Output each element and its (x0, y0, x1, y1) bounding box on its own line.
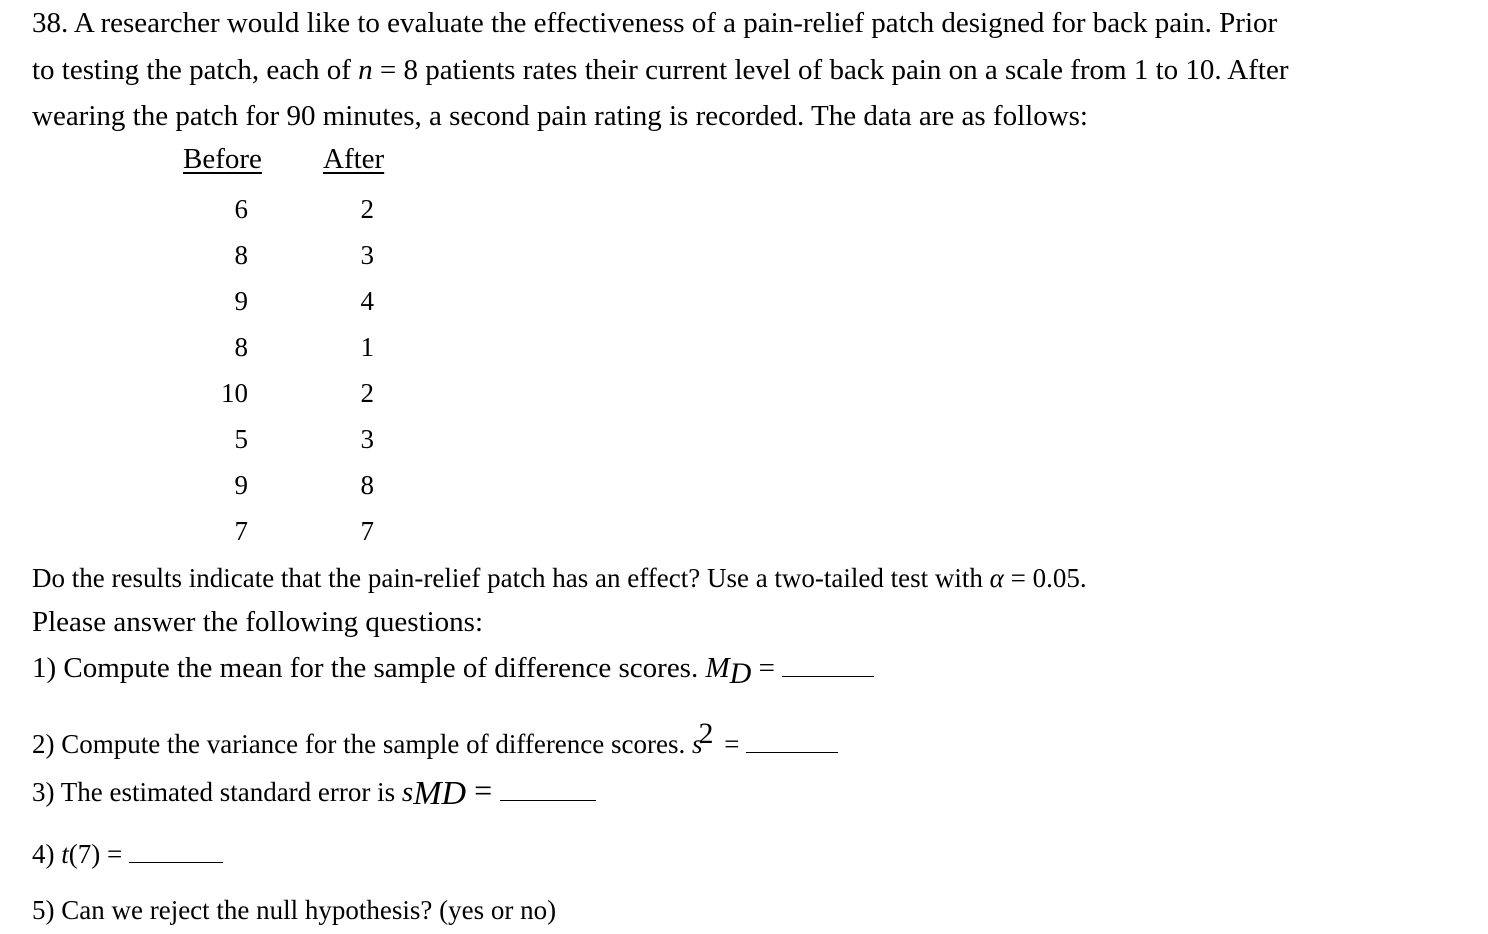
test-question-part-a: Do the results indicate that the pain-relief patch has an effect? Use a two-tailed test with (32, 563, 990, 593)
question-5: 5) Can we reject the null hypothesis? (yes or no) (32, 895, 557, 925)
alpha-symbol: α (989, 563, 1004, 593)
table-cell-after: 2 (360, 378, 374, 408)
answer-blank-1[interactable] (782, 675, 874, 677)
question-1-text: 1) Compute the mean for the sample of difference scores. (32, 652, 706, 684)
table-cell-before: 5 (234, 424, 248, 454)
variance-superscript: 2 (698, 717, 714, 750)
table-cell-before: 8 (234, 332, 248, 362)
problem-intro-line-3: wearing the patch for 90 minutes, a second pain rating is recorded. The data are as follows: (32, 100, 1088, 132)
table-cell-after: 1 (360, 332, 374, 362)
answer-prompt: Please answer the following questions: (32, 606, 484, 638)
question-4-df: (7) = (68, 839, 129, 869)
question-1-equals: = (751, 652, 783, 684)
problem-intro-line-2 (32, 52, 1288, 88)
t-statistic-symbol: t (61, 839, 69, 869)
answer-blank-3[interactable] (500, 799, 596, 801)
table-cell-after: 2 (360, 194, 374, 224)
question-2 (32, 717, 838, 762)
table-cell-before: 9 (234, 286, 248, 316)
mean-difference-symbol: M (705, 652, 730, 684)
table-cell-before: 10 (221, 378, 248, 408)
test-question (32, 560, 1087, 596)
sample-size-variable: n (358, 54, 373, 86)
column-header-after: After (323, 143, 385, 175)
test-question-part-b: = 0.05. (1003, 563, 1087, 593)
question-1 (32, 650, 874, 690)
table-cell-after: 4 (360, 286, 374, 316)
table-cell-before: 6 (234, 194, 248, 224)
table-cell-before: 9 (234, 470, 248, 500)
standard-error-subscript: MD (413, 775, 467, 812)
mean-difference-subscript: D (729, 657, 752, 690)
question-2-equals: = (717, 729, 747, 759)
problem-intro-line-1: 38. A researcher would like to evaluate the effectiveness of a pain-relief patch designed for back pain. Prior (32, 7, 1278, 39)
column-header-before: Before (183, 143, 262, 175)
question-3-text: 3) The estimated standard error is (32, 777, 402, 807)
table-cell-after: 7 (360, 516, 374, 546)
variance-symbol: s (691, 729, 703, 759)
intro-line-2-part-a: to testing the patch, each of (32, 54, 359, 86)
question-3-equals: = (466, 772, 501, 808)
question-4 (32, 836, 223, 872)
table-cell-after: 3 (360, 240, 374, 270)
answer-blank-2[interactable] (746, 751, 838, 753)
question-2-text: 2) Compute the variance for the sample of difference scores. (32, 729, 692, 759)
table-cell-before: 8 (234, 240, 248, 270)
question-4-number: 4) (32, 839, 62, 869)
question-3 (32, 772, 596, 810)
answer-blank-4[interactable] (129, 861, 223, 863)
intro-line-2-part-b: = 8 patients rates their current level of back pain on a scale from 1 to 10. After (372, 54, 1289, 86)
table-cell-after: 8 (360, 470, 374, 500)
table-cell-after: 3 (360, 424, 374, 454)
table-cell-before: 7 (234, 516, 248, 546)
standard-error-symbol: s (401, 776, 414, 808)
